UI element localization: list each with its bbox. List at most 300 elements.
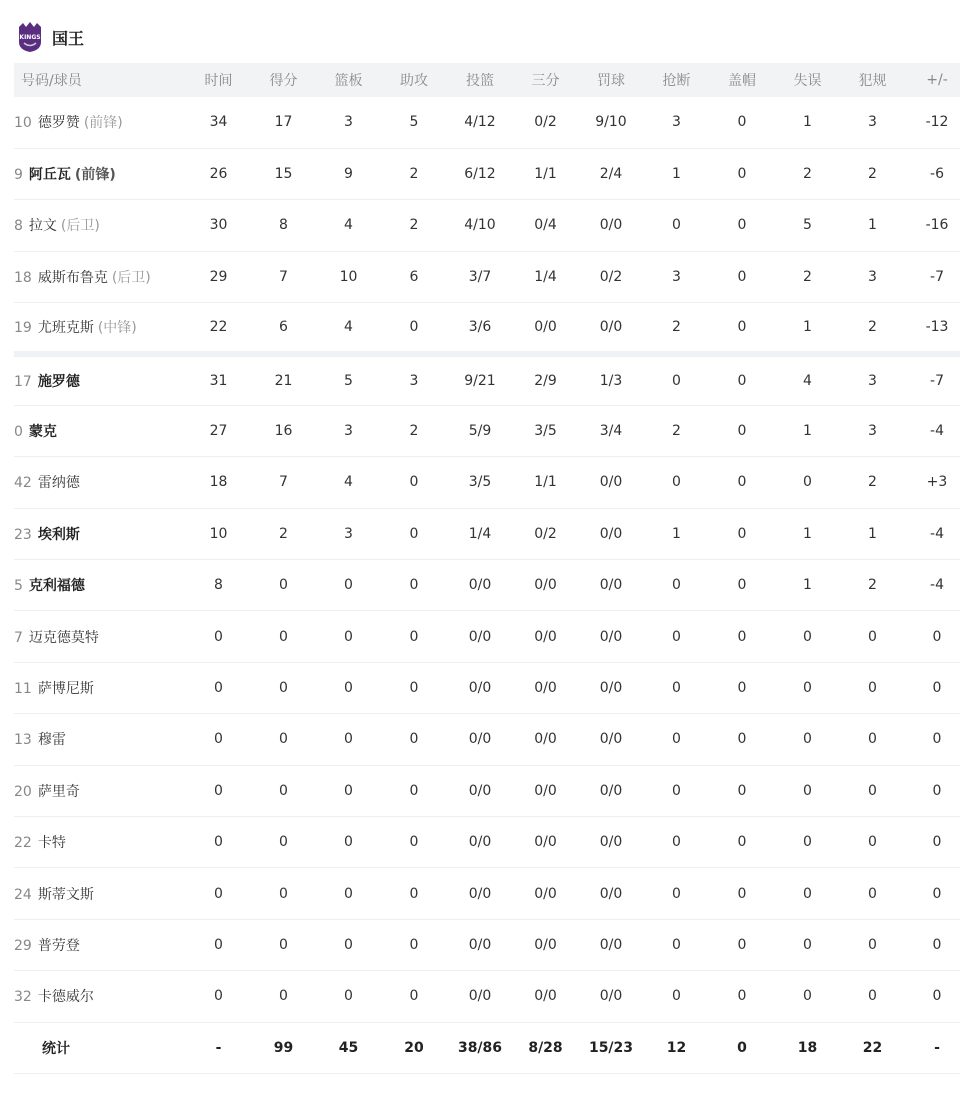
stat-cell: 6/12 xyxy=(464,166,496,183)
stat-cell: 0 xyxy=(932,834,942,851)
stat-cell: 4 xyxy=(344,319,353,335)
stat-cell: 0 xyxy=(409,782,419,799)
player-name[interactable]: 尤班克斯 xyxy=(37,320,94,336)
stat-cell: 0 xyxy=(409,525,419,542)
stat-cell: 0 xyxy=(803,936,812,953)
player-row xyxy=(14,97,960,148)
stat-cell: 0 xyxy=(672,217,681,234)
column-header: 抢断 xyxy=(662,73,691,89)
stat-cell: 0/0 xyxy=(534,885,557,902)
stat-cell: 3/4 xyxy=(599,423,623,440)
stat-cell: 2 xyxy=(409,166,419,183)
stat-cell: 0 xyxy=(344,988,353,1005)
stat-cell: -4 xyxy=(930,577,944,594)
stat-cell: 5 xyxy=(803,217,812,234)
stat-cell: 0 xyxy=(344,628,353,645)
stat-cell: 0 xyxy=(214,731,223,748)
stat-cell: 0 xyxy=(409,834,419,851)
player-name[interactable]: 萨里奇 xyxy=(37,783,80,800)
column-header: 三分 xyxy=(531,73,560,89)
stat-cell: 0 xyxy=(214,782,223,799)
stat-cell: 0/0 xyxy=(468,988,492,1005)
stat-cell: 0 xyxy=(932,936,942,953)
player-rows xyxy=(14,97,960,1022)
stat-cell: 0 xyxy=(803,474,812,491)
totals-row xyxy=(14,1022,960,1073)
stat-cell: 0 xyxy=(737,217,747,234)
stat-cell: 0 xyxy=(932,885,942,902)
stat-cell: 0 xyxy=(737,474,747,491)
stat-cell: 0 xyxy=(672,679,681,696)
stat-cell: 15 xyxy=(274,166,293,183)
stat-cell: 0/0 xyxy=(468,731,492,748)
stat-cell: 0 xyxy=(409,679,419,696)
stat-cell: 0 xyxy=(737,268,747,285)
stat-cell: 0/0 xyxy=(534,988,557,1005)
stat-cell: 7 xyxy=(279,268,288,285)
jersey-number: 5 xyxy=(14,578,23,595)
stat-cell: 0 xyxy=(672,474,681,491)
player-name[interactable]: 萨博尼斯 xyxy=(37,680,94,697)
totals-cell: 0 xyxy=(737,1039,747,1056)
stat-cell: 0 xyxy=(737,885,747,902)
player-row xyxy=(14,457,960,508)
stat-cell: 0 xyxy=(803,988,812,1005)
stat-cell: 0 xyxy=(672,782,681,799)
stat-cell: 0 xyxy=(409,988,419,1005)
stat-cell: 0 xyxy=(409,628,419,645)
stat-cell: 2 xyxy=(409,423,419,440)
jersey-number: 7 xyxy=(14,629,23,646)
stat-cell: 0 xyxy=(344,885,353,902)
totals-cell: - xyxy=(934,1039,940,1056)
player-name[interactable]: 卡特 xyxy=(37,835,66,852)
stat-cell: 0 xyxy=(279,988,288,1005)
player-cell xyxy=(14,816,186,867)
jersey-number: 8 xyxy=(14,218,23,235)
player-name[interactable]: 埃利斯 xyxy=(37,526,80,543)
player-name[interactable]: 拉文 xyxy=(28,218,57,235)
player-name[interactable]: 迈克德莫特 xyxy=(28,629,99,646)
stat-cell: 0 xyxy=(803,628,812,645)
stat-cell: 4/12 xyxy=(464,114,496,131)
stat-cell: 1 xyxy=(803,319,812,335)
stat-cell: 3 xyxy=(672,268,681,285)
jersey-number: 17 xyxy=(14,373,32,390)
player-cell xyxy=(14,662,186,713)
stat-cell: 16 xyxy=(274,423,293,440)
stat-cell: 0 xyxy=(868,782,877,799)
player-name[interactable]: 施罗德 xyxy=(37,373,80,390)
player-position: (中锋) xyxy=(97,320,137,336)
stat-cell: 3 xyxy=(409,372,419,389)
stat-cell: 2/4 xyxy=(599,166,623,183)
player-cell xyxy=(14,97,186,148)
stat-cell: 0 xyxy=(737,372,747,389)
stat-cell: 0 xyxy=(868,834,877,851)
stat-cell: 2 xyxy=(803,166,812,183)
stat-cell: 31 xyxy=(209,372,228,389)
jersey-number: 11 xyxy=(14,680,32,697)
stat-cell: 2 xyxy=(868,577,877,594)
stat-cell: 5 xyxy=(344,372,353,389)
stat-cell: 30 xyxy=(209,217,228,234)
stat-cell: 0/0 xyxy=(599,679,623,696)
stat-cell: 0/0 xyxy=(599,217,623,234)
totals-cell: 45 xyxy=(338,1039,359,1056)
stat-cell: 2 xyxy=(803,268,812,285)
player-row xyxy=(14,816,960,867)
stat-cell: 34 xyxy=(209,114,228,131)
stat-cell: 0 xyxy=(409,474,419,491)
jersey-number: 42 xyxy=(14,475,32,492)
jersey-number: 32 xyxy=(14,989,32,1006)
stat-cell: 2 xyxy=(868,474,877,491)
player-row xyxy=(14,662,960,713)
player-row xyxy=(14,508,960,559)
jersey-number: 29 xyxy=(14,937,32,954)
column-header: 得分 xyxy=(269,73,298,89)
stat-cell: 10 xyxy=(339,268,358,285)
stat-cell: 0/0 xyxy=(534,782,557,799)
player-cell xyxy=(14,148,186,199)
player-position: (前锋) xyxy=(83,115,123,132)
stat-cell: 6 xyxy=(279,319,288,335)
stat-cell: 6 xyxy=(409,268,419,285)
player-cell xyxy=(14,457,186,508)
column-header: 时间 xyxy=(204,73,233,89)
stat-cell: 0 xyxy=(803,885,812,902)
player-cell xyxy=(14,765,186,816)
player-cell xyxy=(14,303,186,354)
stat-cell: -4 xyxy=(930,423,944,440)
totals-cell: 20 xyxy=(404,1039,424,1056)
player-name[interactable]: 阿丘瓦 xyxy=(28,167,71,184)
player-cell xyxy=(14,714,186,765)
stat-cell: 0 xyxy=(737,834,747,851)
stat-cell: 0 xyxy=(672,988,681,1005)
player-name[interactable]: 斯蒂文斯 xyxy=(37,886,94,903)
stat-cell: 0 xyxy=(737,423,747,440)
jersey-number: 22 xyxy=(14,835,32,852)
column-header: 篮板 xyxy=(334,73,363,89)
column-header-player: 号码/球员 xyxy=(21,73,82,89)
stat-cell: 0 xyxy=(803,782,812,799)
stat-cell: 0/0 xyxy=(534,577,557,594)
stat-cell: 0 xyxy=(279,885,288,902)
stat-cell: +3 xyxy=(926,474,948,491)
column-header: +/- xyxy=(926,72,948,88)
stat-cell: 0/0 xyxy=(599,731,623,748)
player-name[interactable]: 德罗赞 xyxy=(37,115,80,132)
stat-cell: -12 xyxy=(925,114,949,131)
stat-cell: 3 xyxy=(868,423,877,440)
stat-cell: 0/0 xyxy=(599,885,623,902)
stat-cell: 3 xyxy=(868,372,877,389)
stat-cell: 0/0 xyxy=(468,577,492,594)
stat-cell: 0 xyxy=(737,114,747,131)
stat-cell: -16 xyxy=(925,217,949,234)
column-header: 失误 xyxy=(793,73,822,89)
team-name: 国王 xyxy=(52,28,85,48)
stat-cell: 0 xyxy=(932,679,942,696)
player-cell xyxy=(14,560,186,611)
stat-cell: 0 xyxy=(672,372,681,389)
player-name[interactable]: 威斯布鲁克 xyxy=(37,269,108,286)
stat-cell: 2 xyxy=(672,423,681,440)
stat-cell: 0/2 xyxy=(534,114,557,131)
player-row xyxy=(14,354,960,405)
stat-cell: 3/6 xyxy=(468,319,492,335)
player-cell xyxy=(14,919,186,970)
stat-cell: 4 xyxy=(344,217,353,234)
stat-cell: 1/1 xyxy=(534,474,557,491)
stat-cell: 9/10 xyxy=(595,114,627,131)
stat-cell: 2 xyxy=(672,319,681,335)
svg-text:KINGS: KINGS xyxy=(19,34,41,41)
stat-cell: 0 xyxy=(868,628,877,645)
box-score-table xyxy=(14,63,960,1074)
player-row xyxy=(14,971,960,1022)
player-position: (后卫) xyxy=(111,269,151,286)
totals-cell: 18 xyxy=(797,1039,818,1056)
stat-cell: 0 xyxy=(279,834,288,851)
stat-cell: 0/0 xyxy=(534,679,557,696)
stat-cell: 0 xyxy=(932,782,942,799)
stat-cell: 0 xyxy=(868,988,877,1005)
stat-cell: 0/0 xyxy=(599,628,623,645)
totals-cell: 22 xyxy=(862,1039,883,1056)
stat-cell: 0 xyxy=(737,988,747,1005)
player-row xyxy=(14,148,960,199)
stat-cell: 5 xyxy=(409,114,419,131)
stat-cell: 0 xyxy=(279,936,288,953)
stat-cell: 0/0 xyxy=(534,319,557,335)
stat-cell: 3/5 xyxy=(534,423,557,440)
stat-cell: 0 xyxy=(344,679,353,696)
player-name[interactable]: 克利福德 xyxy=(28,578,85,595)
stat-cell: 3 xyxy=(868,114,877,131)
player-position: (后卫) xyxy=(60,218,100,235)
jersey-number: 24 xyxy=(14,886,32,903)
stat-cell: 0 xyxy=(409,936,419,953)
stat-cell: 0/0 xyxy=(599,577,623,594)
player-cell xyxy=(14,868,186,919)
stat-cell: 0/0 xyxy=(534,936,557,953)
column-header: 罚球 xyxy=(597,73,625,89)
stat-cell: 0 xyxy=(344,782,353,799)
stat-cell: 17 xyxy=(274,114,293,131)
stat-cell: 21 xyxy=(274,372,293,389)
stat-cell: 0 xyxy=(672,628,681,645)
stat-cell: 0 xyxy=(868,679,877,696)
stat-cell: 0 xyxy=(344,834,353,851)
stat-cell: 0 xyxy=(214,628,223,645)
stat-cell: 2 xyxy=(279,525,288,542)
stat-cell: 3 xyxy=(868,268,877,285)
stat-cell: 0 xyxy=(737,319,747,335)
stat-cell: 3 xyxy=(344,525,353,542)
player-cell xyxy=(14,611,186,662)
stat-cell: 22 xyxy=(209,319,228,335)
stat-cell: -7 xyxy=(930,268,944,285)
totals-label: 统计 xyxy=(42,1040,70,1057)
stat-cell: 0 xyxy=(279,679,288,696)
stat-cell: 1/4 xyxy=(468,525,492,542)
stat-cell: 0/0 xyxy=(599,782,623,799)
stat-cell: 0 xyxy=(932,628,942,645)
stat-cell: 0/0 xyxy=(599,834,623,851)
stat-cell: 0/0 xyxy=(468,936,492,953)
stat-cell: 0/0 xyxy=(534,731,557,748)
stat-cell: 0/0 xyxy=(468,628,492,645)
stat-cell: 0/0 xyxy=(599,474,623,491)
stat-cell: 4/10 xyxy=(464,217,496,234)
stat-cell: 1 xyxy=(803,525,812,542)
stat-cell: 0 xyxy=(409,577,419,594)
stat-cell: -7 xyxy=(930,372,944,389)
stat-cell: 1 xyxy=(803,114,812,131)
stat-cell: 0 xyxy=(737,782,747,799)
stat-cell: 1 xyxy=(868,525,877,542)
stat-cell: 4 xyxy=(344,474,353,491)
stat-cell: 2/9 xyxy=(534,372,557,389)
player-row xyxy=(14,765,960,816)
stat-cell: 0 xyxy=(279,628,288,645)
team-header xyxy=(17,20,84,54)
stat-cell: 0 xyxy=(737,166,747,183)
stat-cell: 2 xyxy=(409,217,419,234)
player-name[interactable]: 卡德威尔 xyxy=(37,989,94,1006)
header-row xyxy=(14,63,960,97)
totals-cell: - xyxy=(215,1039,222,1056)
stat-cell: 0/0 xyxy=(534,628,557,645)
stat-cell: 9/21 xyxy=(464,372,496,389)
stat-cell: 0 xyxy=(672,834,681,851)
stat-cell: 18 xyxy=(209,474,228,491)
stat-cell: 0/0 xyxy=(468,885,492,902)
stat-cell: 0 xyxy=(737,628,747,645)
stat-cell: 1 xyxy=(803,423,812,440)
stat-cell: 7 xyxy=(279,474,288,491)
stat-cell: 0 xyxy=(279,782,288,799)
stat-cell: 0/0 xyxy=(468,782,492,799)
stat-cell: 3 xyxy=(672,114,681,131)
stat-cell: 27 xyxy=(209,423,228,440)
stat-cell: 0 xyxy=(214,834,223,851)
player-row xyxy=(14,919,960,970)
stat-cell: 0 xyxy=(932,731,942,748)
player-cell xyxy=(14,200,186,251)
player-row xyxy=(14,251,960,302)
player-cell xyxy=(14,971,186,1022)
stat-cell: 0 xyxy=(803,731,812,748)
stat-cell: 0 xyxy=(803,834,812,851)
stat-cell: 3/7 xyxy=(468,268,492,285)
stat-cell: 0 xyxy=(737,525,747,542)
player-name[interactable]: 蒙克 xyxy=(28,424,57,441)
stat-cell: 3 xyxy=(344,423,353,440)
stat-cell: 26 xyxy=(209,166,228,183)
stat-cell: 4 xyxy=(803,372,812,389)
stat-cell: 0 xyxy=(344,577,353,594)
stat-cell: 0 xyxy=(279,577,288,594)
player-row xyxy=(14,200,960,251)
stat-cell: 0 xyxy=(737,577,747,594)
stat-cell: -4 xyxy=(930,525,944,542)
stat-cell: -13 xyxy=(925,319,949,335)
jersey-number: 0 xyxy=(14,424,23,441)
totals-cell: 38/86 xyxy=(457,1039,503,1056)
stat-cell: 0 xyxy=(868,885,877,902)
stat-cell: 1 xyxy=(672,525,681,542)
stat-cell: 1 xyxy=(672,166,681,183)
stat-cell: 0 xyxy=(737,936,747,953)
stat-cell: 0 xyxy=(214,936,223,953)
stat-cell: 0 xyxy=(214,988,223,1005)
stat-cell: -6 xyxy=(930,166,944,183)
stat-cell: 1/4 xyxy=(534,268,557,285)
player-cell xyxy=(14,251,186,302)
player-name[interactable]: 雷纳德 xyxy=(37,475,80,492)
player-name[interactable]: 穆雷 xyxy=(37,732,66,749)
player-row xyxy=(14,560,960,611)
player-row xyxy=(14,714,960,765)
jersey-number: 19 xyxy=(14,320,32,336)
stat-cell: 1/3 xyxy=(599,372,623,389)
stat-cell: 0/0 xyxy=(534,834,557,851)
stat-cell: 0 xyxy=(737,731,747,748)
stat-cell: 8 xyxy=(214,577,223,594)
stat-cell: 0/4 xyxy=(534,217,557,234)
stat-cell: 1 xyxy=(803,577,812,594)
player-cell xyxy=(14,508,186,559)
stat-cell: 2 xyxy=(868,319,877,335)
stat-cell: 29 xyxy=(209,268,228,285)
column-header: 助攻 xyxy=(400,73,428,89)
stat-cell: 0/0 xyxy=(599,525,623,542)
jersey-number: 9 xyxy=(14,167,23,184)
player-row xyxy=(14,611,960,662)
stat-cell: 3/5 xyxy=(468,474,492,491)
player-row xyxy=(14,868,960,919)
stat-cell: 0 xyxy=(344,936,353,953)
stat-cell: 0/2 xyxy=(599,268,623,285)
stat-cell: 0 xyxy=(803,679,812,696)
stat-cell: 0 xyxy=(932,988,942,1005)
column-header: 盖帽 xyxy=(728,73,756,89)
stat-cell: 8 xyxy=(279,217,288,234)
stat-cell: 0 xyxy=(672,577,681,594)
stat-cell: 0 xyxy=(214,885,223,902)
stat-cell: 0 xyxy=(409,319,419,335)
player-name[interactable]: 普劳登 xyxy=(37,937,80,954)
kings-logo-icon xyxy=(17,22,43,52)
jersey-number: 23 xyxy=(14,526,32,543)
stat-cell: 1/1 xyxy=(534,166,557,183)
stat-cell: 0 xyxy=(672,731,681,748)
jersey-number: 10 xyxy=(14,115,32,132)
totals-cell: 15/23 xyxy=(588,1039,634,1056)
stat-cell: 3 xyxy=(344,114,353,131)
stat-cell: 0 xyxy=(409,731,419,748)
stat-cell: 0 xyxy=(279,731,288,748)
stat-cell: 0 xyxy=(672,936,681,953)
jersey-number: 13 xyxy=(14,732,32,749)
stat-cell: 0 xyxy=(214,679,223,696)
stat-cell: 0 xyxy=(868,936,877,953)
stat-cell: 0 xyxy=(868,731,877,748)
